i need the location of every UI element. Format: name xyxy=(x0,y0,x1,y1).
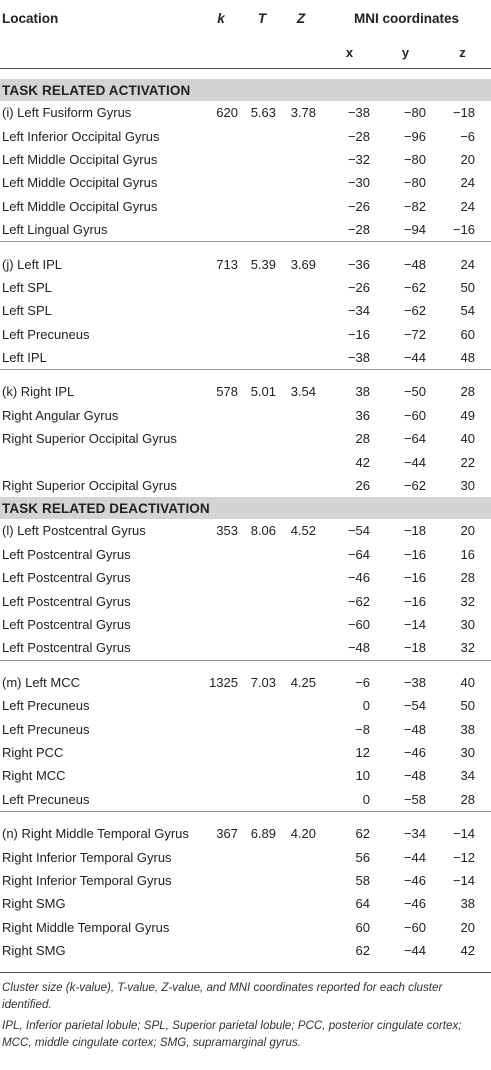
table-row xyxy=(0,717,491,740)
group-separator xyxy=(0,660,491,671)
row-z-coordinate: 28 xyxy=(460,791,476,807)
row-x-coordinate: 58 xyxy=(355,872,370,888)
row-t-value: 5.63 xyxy=(250,105,276,121)
row-z-coordinate: 24 xyxy=(460,198,476,214)
row-z-value xyxy=(280,892,322,915)
row-location: Left Postcentral Gyrus xyxy=(2,593,131,609)
table-row xyxy=(0,892,491,915)
row-y-coordinate: −38 xyxy=(403,674,426,690)
row-x-coordinate: 26 xyxy=(355,478,370,494)
row-x-coordinate: 28 xyxy=(355,431,370,447)
row-z-coordinate: −6 xyxy=(460,128,476,144)
row-location: Left Middle Occipital Gyrus xyxy=(2,151,158,167)
row-z-value xyxy=(280,694,322,717)
row-k-value xyxy=(198,939,244,962)
table-row xyxy=(0,218,491,242)
row-location: Left SPL xyxy=(2,279,52,295)
section-heading: TASK RELATED DEACTIVATION xyxy=(0,497,491,519)
row-t-value xyxy=(244,276,280,299)
row-location: Left Precuneus xyxy=(2,791,90,807)
row-z-value xyxy=(280,171,322,194)
row-z-value xyxy=(280,916,322,939)
row-location: (m) Left MCC xyxy=(2,674,80,690)
row-z-value xyxy=(280,450,322,473)
row-location: Left Postcentral Gyrus xyxy=(2,640,131,656)
row-y-coordinate: −94 xyxy=(403,222,426,238)
table-row xyxy=(0,195,491,218)
row-k-value xyxy=(198,717,244,740)
row-k-value: 1325 xyxy=(209,674,238,690)
row-x-coordinate: −8 xyxy=(355,721,370,737)
row-location: Right Angular Gyrus xyxy=(2,407,119,423)
row-location: Left Postcentral Gyrus xyxy=(2,617,131,632)
row-z-value xyxy=(280,613,322,636)
row-z-coordinate: 60 xyxy=(460,326,476,342)
table-footnotes xyxy=(0,973,491,1051)
row-z-coordinate: −18 xyxy=(452,105,476,121)
table-row xyxy=(0,939,491,962)
row-k-value: 713 xyxy=(216,256,238,272)
row-z-value xyxy=(280,404,322,427)
table-row xyxy=(0,822,491,845)
row-z-value xyxy=(280,741,322,764)
row-k-value xyxy=(198,450,244,473)
row-t-value xyxy=(244,788,280,812)
row-z-value xyxy=(280,148,322,171)
row-z-coordinate: 48 xyxy=(460,350,476,366)
row-y-coordinate: −18 xyxy=(403,523,426,539)
row-z-coordinate: 40 xyxy=(460,674,476,690)
table-row xyxy=(0,916,491,939)
row-z-value: 3.54 xyxy=(290,384,316,400)
row-z-value xyxy=(280,939,322,962)
row-t-value xyxy=(244,636,280,660)
row-x-coordinate: −48 xyxy=(347,640,370,656)
row-t-value xyxy=(244,939,280,962)
row-x-coordinate: −36 xyxy=(347,256,370,272)
row-k-value xyxy=(198,474,244,497)
row-k-value xyxy=(198,845,244,868)
header-mni-coordinates: MNI coordinates xyxy=(354,10,460,26)
row-z-coordinate: 38 xyxy=(460,896,476,912)
row-x-coordinate: −26 xyxy=(347,198,370,214)
row-z-value xyxy=(280,788,322,812)
row-y-coordinate: −50 xyxy=(403,384,426,400)
row-z-coordinate: 28 xyxy=(460,570,476,586)
row-x-coordinate: 0 xyxy=(362,791,370,807)
row-x-coordinate: −26 xyxy=(347,279,370,295)
row-z-value: 4.20 xyxy=(290,826,316,842)
row-k-value xyxy=(198,566,244,589)
header-z: Z xyxy=(296,10,306,26)
table-row xyxy=(0,148,491,171)
row-y-coordinate: −48 xyxy=(403,721,426,737)
row-t-value xyxy=(244,613,280,636)
row-t-value xyxy=(244,869,280,892)
row-k-value xyxy=(198,636,244,660)
row-t-value: 8.06 xyxy=(250,523,276,539)
row-z-value: 4.25 xyxy=(290,674,316,690)
row-location: Left SPL xyxy=(2,303,52,319)
row-location: Right SMG xyxy=(2,943,66,959)
row-k-value xyxy=(198,916,244,939)
row-z-coordinate: 28 xyxy=(460,384,476,400)
table-row xyxy=(0,252,491,275)
row-location: Right Middle Temporal Gyrus xyxy=(2,919,170,935)
row-y-coordinate: −44 xyxy=(403,943,426,959)
row-z-value xyxy=(280,589,322,612)
row-z-value xyxy=(280,124,322,147)
section-heading-row xyxy=(0,79,491,101)
row-z-value xyxy=(280,869,322,892)
table-row xyxy=(0,694,491,717)
row-x-coordinate: 56 xyxy=(355,849,370,865)
row-k-value xyxy=(198,404,244,427)
row-z-coordinate: −14 xyxy=(452,872,476,888)
row-k-value xyxy=(198,892,244,915)
row-z-coordinate: −12 xyxy=(452,849,476,865)
row-location: Left Middle Occipital Gyrus xyxy=(2,198,158,214)
row-x-coordinate: −6 xyxy=(355,674,370,690)
row-t-value: 5.01 xyxy=(250,384,276,400)
row-y-coordinate: −62 xyxy=(403,303,426,319)
row-t-value xyxy=(244,741,280,764)
row-x-coordinate: −38 xyxy=(347,105,370,121)
row-x-coordinate: 62 xyxy=(355,943,370,959)
row-k-value xyxy=(198,427,244,450)
row-location: (k) Right IPL xyxy=(2,384,75,400)
row-location: Right Superior Occipital Gyrus xyxy=(2,478,177,494)
header-x: x xyxy=(345,44,354,60)
row-x-coordinate: 42 xyxy=(355,454,370,470)
row-z-coordinate: 22 xyxy=(460,454,476,470)
table-header xyxy=(0,0,491,69)
row-z-coordinate: 40 xyxy=(460,431,476,447)
row-x-coordinate: 36 xyxy=(355,407,370,423)
table-body xyxy=(0,69,491,973)
row-k-value xyxy=(198,148,244,171)
row-z-coordinate: 20 xyxy=(460,523,476,539)
row-x-coordinate: −62 xyxy=(347,593,370,609)
row-z-coordinate: 34 xyxy=(460,768,476,784)
row-t-value xyxy=(244,195,280,218)
table-row xyxy=(0,323,491,346)
row-location: Right SMG xyxy=(2,896,66,912)
row-t-value: 7.03 xyxy=(250,674,276,690)
row-location xyxy=(0,450,198,473)
table-row xyxy=(0,346,491,370)
row-y-coordinate: −80 xyxy=(403,105,426,121)
table-row xyxy=(0,427,491,450)
row-t-value xyxy=(244,450,280,473)
section-heading-row xyxy=(0,497,491,519)
row-z-value xyxy=(280,218,322,242)
table-bottom-rule xyxy=(0,962,491,973)
row-t-value: 5.39 xyxy=(250,256,276,272)
row-t-value xyxy=(244,717,280,740)
row-x-coordinate: −30 xyxy=(347,175,370,191)
row-z-coordinate: 32 xyxy=(460,593,476,609)
row-y-coordinate: −48 xyxy=(403,768,426,784)
row-z-value xyxy=(280,276,322,299)
row-x-coordinate: 62 xyxy=(355,826,370,842)
table-row xyxy=(0,171,491,194)
row-y-coordinate: −18 xyxy=(403,640,426,656)
row-y-coordinate: −44 xyxy=(403,849,426,865)
table-row xyxy=(0,764,491,787)
row-z-coordinate: 24 xyxy=(460,175,476,191)
row-k-value: 620 xyxy=(216,105,238,121)
row-t-value xyxy=(244,346,280,370)
row-t-value xyxy=(244,892,280,915)
row-z-value xyxy=(280,764,322,787)
row-x-coordinate: −64 xyxy=(347,546,370,562)
row-t-value xyxy=(244,916,280,939)
row-k-value xyxy=(198,589,244,612)
table-row xyxy=(0,276,491,299)
row-location: Left Middle Occipital Gyrus xyxy=(2,175,158,191)
table-row xyxy=(0,543,491,566)
row-z-coordinate: 38 xyxy=(460,721,476,737)
row-location: Left Precuneus xyxy=(2,698,90,714)
table-row xyxy=(0,788,491,812)
row-t-value xyxy=(244,171,280,194)
row-z-value xyxy=(280,427,322,450)
row-z-coordinate: −16 xyxy=(452,222,476,238)
footnote-1: Cluster size (k-value), T-value, Z-value, and MNI coordinates reported for each cluster identified. xyxy=(2,981,443,1012)
table-row xyxy=(0,671,491,694)
row-k-value xyxy=(198,346,244,370)
row-y-coordinate: −96 xyxy=(403,128,426,144)
row-z-coordinate: 30 xyxy=(460,744,476,760)
row-x-coordinate: −16 xyxy=(347,326,370,342)
header-zc: z xyxy=(459,44,466,60)
table-row xyxy=(0,589,491,612)
group-separator xyxy=(0,370,491,381)
row-y-coordinate: −46 xyxy=(403,872,426,888)
row-y-coordinate: −62 xyxy=(403,478,426,494)
row-location: Right Inferior Temporal Gyrus xyxy=(2,872,172,888)
table-row xyxy=(0,636,491,660)
table-row xyxy=(0,124,491,147)
row-location: Left Precuneus xyxy=(2,326,90,342)
row-x-coordinate: −34 xyxy=(347,303,370,319)
table-row xyxy=(0,450,491,473)
row-x-coordinate: −28 xyxy=(347,128,370,144)
row-t-value xyxy=(244,764,280,787)
row-y-coordinate: −54 xyxy=(403,698,426,714)
table-row xyxy=(0,474,491,497)
row-t-value xyxy=(244,543,280,566)
row-location: (j) Left IPL xyxy=(2,256,62,272)
row-t-value xyxy=(244,218,280,242)
table-row xyxy=(0,845,491,868)
row-z-value xyxy=(280,717,322,740)
row-location: Left IPL xyxy=(2,350,47,366)
row-z-coordinate: 20 xyxy=(460,919,476,935)
header-location: Location xyxy=(2,10,59,26)
row-x-coordinate: −32 xyxy=(347,151,370,167)
row-x-coordinate: 64 xyxy=(355,896,370,912)
row-location: Right Inferior Temporal Gyrus xyxy=(2,849,172,865)
row-y-coordinate: −60 xyxy=(403,919,426,935)
row-k-value xyxy=(198,276,244,299)
row-location: Right Superior Occipital Gyrus xyxy=(2,431,177,447)
row-z-coordinate: 16 xyxy=(460,546,476,562)
row-k-value xyxy=(198,543,244,566)
row-k-value xyxy=(198,694,244,717)
row-z-value xyxy=(280,543,322,566)
row-x-coordinate: −54 xyxy=(347,523,370,539)
row-x-coordinate: 38 xyxy=(355,384,370,400)
row-location: Left Precuneus xyxy=(2,721,90,737)
row-z-value xyxy=(280,845,322,868)
row-z-coordinate: 54 xyxy=(460,303,476,319)
row-location: Left Postcentral Gyrus xyxy=(2,546,131,562)
table-row xyxy=(0,566,491,589)
row-x-coordinate: −46 xyxy=(347,570,370,586)
row-z-value: 3.69 xyxy=(290,256,316,272)
row-z-coordinate: 24 xyxy=(460,256,476,272)
row-z-coordinate: 20 xyxy=(460,151,476,167)
row-y-coordinate: −58 xyxy=(403,791,426,807)
row-t-value xyxy=(244,566,280,589)
row-y-coordinate: −72 xyxy=(403,326,426,342)
row-k-value: 353 xyxy=(216,523,238,539)
row-t-value xyxy=(244,589,280,612)
row-z-value xyxy=(280,323,322,346)
header-y: y xyxy=(401,44,410,60)
row-x-coordinate: 12 xyxy=(355,744,370,760)
row-location: (n) Right Middle Temporal Gyrus xyxy=(2,826,189,842)
row-y-coordinate: −44 xyxy=(403,454,426,470)
row-z-coordinate: 32 xyxy=(460,640,476,656)
row-y-coordinate: −64 xyxy=(403,431,426,447)
row-y-coordinate: −44 xyxy=(403,350,426,366)
row-t-value xyxy=(244,404,280,427)
row-x-coordinate: 10 xyxy=(355,768,370,784)
table-row xyxy=(0,404,491,427)
row-y-coordinate: −16 xyxy=(403,546,426,562)
row-t-value xyxy=(244,694,280,717)
header-t: T xyxy=(257,10,267,26)
row-z-coordinate: 30 xyxy=(460,617,476,632)
row-y-coordinate: −46 xyxy=(403,744,426,760)
row-x-coordinate: −60 xyxy=(347,617,370,632)
row-location: Left Lingual Gyrus xyxy=(2,222,108,238)
row-z-coordinate: 50 xyxy=(460,698,476,714)
header-k: k xyxy=(217,10,225,26)
row-k-value xyxy=(198,323,244,346)
row-k-value xyxy=(198,299,244,322)
table-row xyxy=(0,519,491,542)
row-y-coordinate: −34 xyxy=(403,826,426,842)
row-t-value xyxy=(244,474,280,497)
table-row xyxy=(0,613,491,636)
group-separator xyxy=(0,811,491,822)
section-heading: TASK RELATED ACTIVATION xyxy=(0,79,491,101)
row-z-value xyxy=(280,636,322,660)
group-separator xyxy=(0,242,491,253)
row-location: Right PCC xyxy=(2,744,64,760)
table-row xyxy=(0,299,491,322)
row-t-value xyxy=(244,845,280,868)
row-location: Right MCC xyxy=(2,768,66,784)
row-t-value xyxy=(244,299,280,322)
row-z-coordinate: 42 xyxy=(460,943,476,959)
row-z-coordinate: 30 xyxy=(460,478,476,494)
row-y-coordinate: −48 xyxy=(403,256,426,272)
row-y-coordinate: −16 xyxy=(403,593,426,609)
row-x-coordinate: −38 xyxy=(347,350,370,366)
row-z-value xyxy=(280,346,322,370)
row-location: Left Inferior Occipital Gyrus xyxy=(2,128,160,144)
footnote-2: IPL, Inferior parietal lobule; SPL, Superior parietal lobule; PCC, posterior cingulate cortex; MCC, middle cingulate cortex; SMG, supramarginal gyrus. xyxy=(2,1019,462,1050)
row-z-value xyxy=(280,566,322,589)
row-location: Left Postcentral Gyrus xyxy=(2,570,131,586)
row-z-value xyxy=(280,195,322,218)
row-t-value: 6.89 xyxy=(250,826,276,842)
row-z-coordinate: −14 xyxy=(452,826,476,842)
row-x-coordinate: 60 xyxy=(355,919,370,935)
table-row xyxy=(0,869,491,892)
row-k-value xyxy=(198,171,244,194)
row-k-value xyxy=(198,788,244,812)
row-y-coordinate: −16 xyxy=(403,570,426,586)
row-y-coordinate: −80 xyxy=(403,175,426,191)
row-k-value xyxy=(198,124,244,147)
row-t-value xyxy=(244,323,280,346)
row-k-value xyxy=(198,613,244,636)
row-z-value xyxy=(280,299,322,322)
row-k-value xyxy=(198,218,244,242)
table-row xyxy=(0,101,491,124)
row-k-value: 578 xyxy=(216,384,238,400)
row-k-value: 367 xyxy=(216,826,238,842)
row-y-coordinate: −14 xyxy=(403,617,426,632)
row-y-coordinate: −46 xyxy=(403,896,426,912)
row-location: (i) Left Fusiform Gyrus xyxy=(2,105,132,121)
row-y-coordinate: −62 xyxy=(403,279,426,295)
row-y-coordinate: −60 xyxy=(403,407,426,423)
row-k-value xyxy=(198,869,244,892)
row-k-value xyxy=(198,764,244,787)
table-row xyxy=(0,741,491,764)
row-z-value xyxy=(280,474,322,497)
row-k-value xyxy=(198,741,244,764)
row-t-value xyxy=(244,427,280,450)
row-y-coordinate: −82 xyxy=(403,198,426,214)
row-location: (l) Left Postcentral Gyrus xyxy=(2,523,146,539)
row-z-coordinate: 50 xyxy=(460,279,476,295)
row-x-coordinate: −28 xyxy=(347,222,370,238)
table-row xyxy=(0,380,491,403)
row-x-coordinate: 0 xyxy=(362,698,370,714)
row-z-value: 4.52 xyxy=(290,523,316,539)
row-y-coordinate: −80 xyxy=(403,151,426,167)
row-k-value xyxy=(198,195,244,218)
row-t-value xyxy=(244,148,280,171)
row-t-value xyxy=(244,124,280,147)
row-z-value: 3.78 xyxy=(290,105,316,121)
row-z-coordinate: 49 xyxy=(460,407,476,423)
